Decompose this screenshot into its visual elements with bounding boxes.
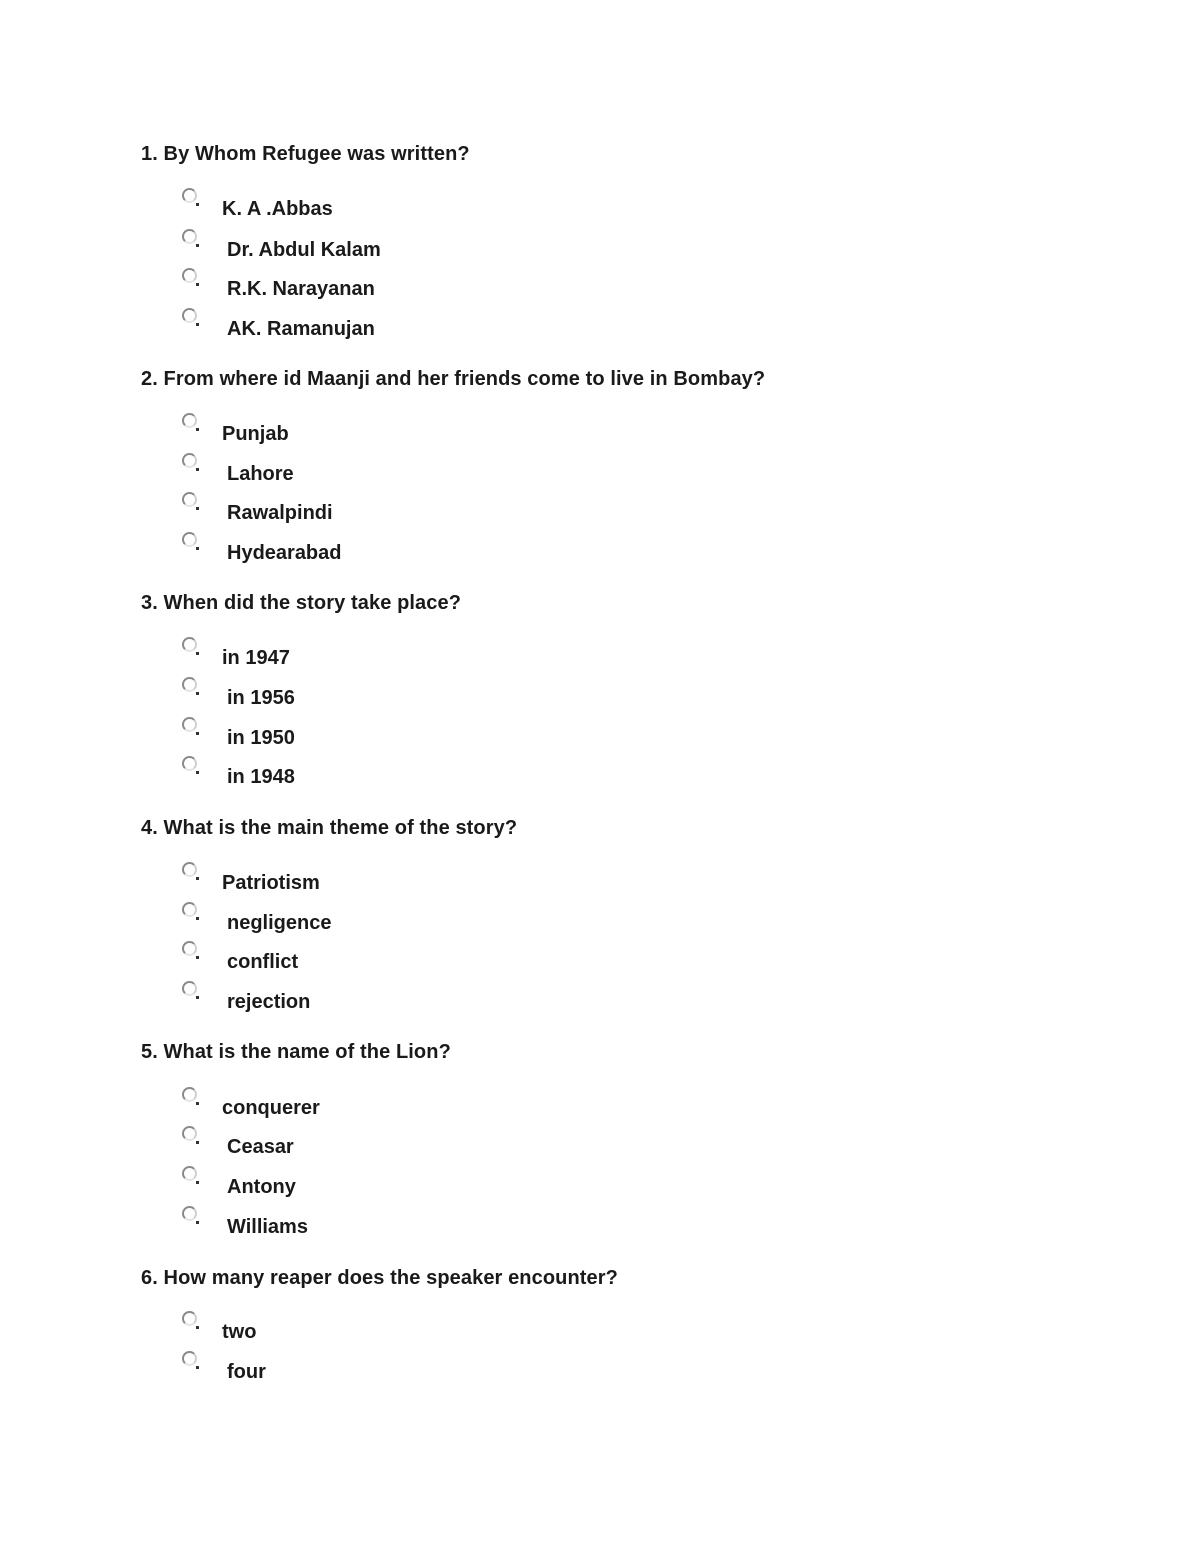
question-6-option-2[interactable] xyxy=(182,1351,782,1391)
radio-button[interactable] xyxy=(182,941,197,956)
radio-button[interactable] xyxy=(182,413,197,428)
option-label: AK. Ramanujan xyxy=(227,318,375,340)
option-label: rejection xyxy=(227,991,311,1013)
question-5-text: 5. What is the name of the Lion? xyxy=(141,1041,451,1063)
radio-button[interactable] xyxy=(182,717,197,732)
question-1-option-2[interactable] xyxy=(182,229,782,269)
radio-button[interactable] xyxy=(182,862,197,877)
option-label: conflict xyxy=(227,951,299,973)
radio-mark-icon xyxy=(196,244,199,247)
radio-button[interactable] xyxy=(182,902,197,917)
question-4-option-2[interactable] xyxy=(182,902,782,942)
question-6-option-1[interactable] xyxy=(182,1311,782,1351)
question-3-option-4[interactable] xyxy=(182,756,782,796)
radio-mark-icon xyxy=(196,1102,199,1105)
question-3-text: 3. When did the story take place? xyxy=(141,592,462,614)
option-label: in 1948 xyxy=(227,766,295,788)
radio-mark-icon xyxy=(196,877,199,880)
option-label: two xyxy=(222,1321,257,1343)
radio-button[interactable] xyxy=(182,756,197,771)
option-label: Patriotism xyxy=(222,872,320,894)
option-label: negligence xyxy=(227,912,332,934)
radio-button[interactable] xyxy=(182,1311,197,1326)
radio-mark-icon xyxy=(196,323,199,326)
radio-button[interactable] xyxy=(182,229,197,244)
radio-mark-icon xyxy=(196,692,199,695)
option-label: Punjab xyxy=(222,423,289,445)
radio-button[interactable] xyxy=(182,1087,197,1102)
radio-mark-icon xyxy=(196,771,199,774)
question-5-option-2[interactable] xyxy=(182,1126,782,1166)
question-1-option-3[interactable] xyxy=(182,268,782,308)
option-label: Lahore xyxy=(227,463,294,485)
radio-button[interactable] xyxy=(182,1166,197,1181)
option-label: conquerer xyxy=(222,1097,320,1119)
radio-mark-icon xyxy=(196,203,199,206)
radio-mark-icon xyxy=(196,732,199,735)
question-4-text: 4. What is the main theme of the story? xyxy=(141,817,518,839)
question-5-option-4[interactable] xyxy=(182,1206,782,1246)
radio-mark-icon xyxy=(196,1141,199,1144)
radio-mark-icon xyxy=(196,547,199,550)
question-1-option-1[interactable] xyxy=(182,188,782,228)
question-5-option-3[interactable] xyxy=(182,1166,782,1206)
radio-mark-icon xyxy=(196,507,199,510)
option-label: in 1956 xyxy=(227,687,295,709)
question-3-option-3[interactable] xyxy=(182,717,782,757)
option-label: K. A .Abbas xyxy=(222,198,333,220)
radio-mark-icon xyxy=(196,1326,199,1329)
question-2-text: 2. From where id Maanji and her friends come to live in Bombay? xyxy=(141,368,766,390)
radio-mark-icon xyxy=(196,652,199,655)
question-3-option-1[interactable] xyxy=(182,637,782,677)
option-label: Ceasar xyxy=(227,1136,294,1158)
question-1-option-4[interactable] xyxy=(182,308,782,348)
radio-mark-icon xyxy=(196,1181,199,1184)
option-label: Hydearabad xyxy=(227,542,342,564)
option-label: in 1947 xyxy=(222,647,290,669)
option-label: Rawalpindi xyxy=(227,502,333,524)
radio-button[interactable] xyxy=(182,981,197,996)
radio-mark-icon xyxy=(196,956,199,959)
radio-mark-icon xyxy=(196,1366,199,1369)
radio-button[interactable] xyxy=(182,268,197,283)
radio-button[interactable] xyxy=(182,188,197,203)
option-label: four xyxy=(227,1361,266,1383)
radio-mark-icon xyxy=(196,996,199,999)
radio-button[interactable] xyxy=(182,637,197,652)
radio-button[interactable] xyxy=(182,1351,197,1366)
option-label: in 1950 xyxy=(227,727,295,749)
question-4-option-3[interactable] xyxy=(182,941,782,981)
option-label: Antony xyxy=(227,1176,296,1198)
question-2-option-3[interactable] xyxy=(182,492,782,532)
radio-button[interactable] xyxy=(182,308,197,323)
question-4-option-4[interactable] xyxy=(182,981,782,1021)
radio-button[interactable] xyxy=(182,1126,197,1141)
option-label: Dr. Abdul Kalam xyxy=(227,239,381,261)
radio-button[interactable] xyxy=(182,453,197,468)
radio-mark-icon xyxy=(196,1221,199,1224)
question-5-option-1[interactable] xyxy=(182,1087,782,1127)
question-1-text: 1. By Whom Refugee was written? xyxy=(141,143,470,165)
radio-button[interactable] xyxy=(182,492,197,507)
radio-mark-icon xyxy=(196,428,199,431)
option-label: Williams xyxy=(227,1216,308,1238)
radio-button[interactable] xyxy=(182,532,197,547)
question-6-text: 6. How many reaper does the speaker encounter? xyxy=(141,1267,618,1289)
question-2-option-4[interactable] xyxy=(182,532,782,572)
question-3-option-2[interactable] xyxy=(182,677,782,717)
radio-mark-icon xyxy=(196,468,199,471)
radio-mark-icon xyxy=(196,917,199,920)
radio-button[interactable] xyxy=(182,677,197,692)
question-2-option-2[interactable] xyxy=(182,453,782,493)
question-2-option-1[interactable] xyxy=(182,413,782,453)
radio-mark-icon xyxy=(196,283,199,286)
question-4-option-1[interactable] xyxy=(182,862,782,902)
radio-button[interactable] xyxy=(182,1206,197,1221)
option-label: R.K. Narayanan xyxy=(227,278,375,300)
